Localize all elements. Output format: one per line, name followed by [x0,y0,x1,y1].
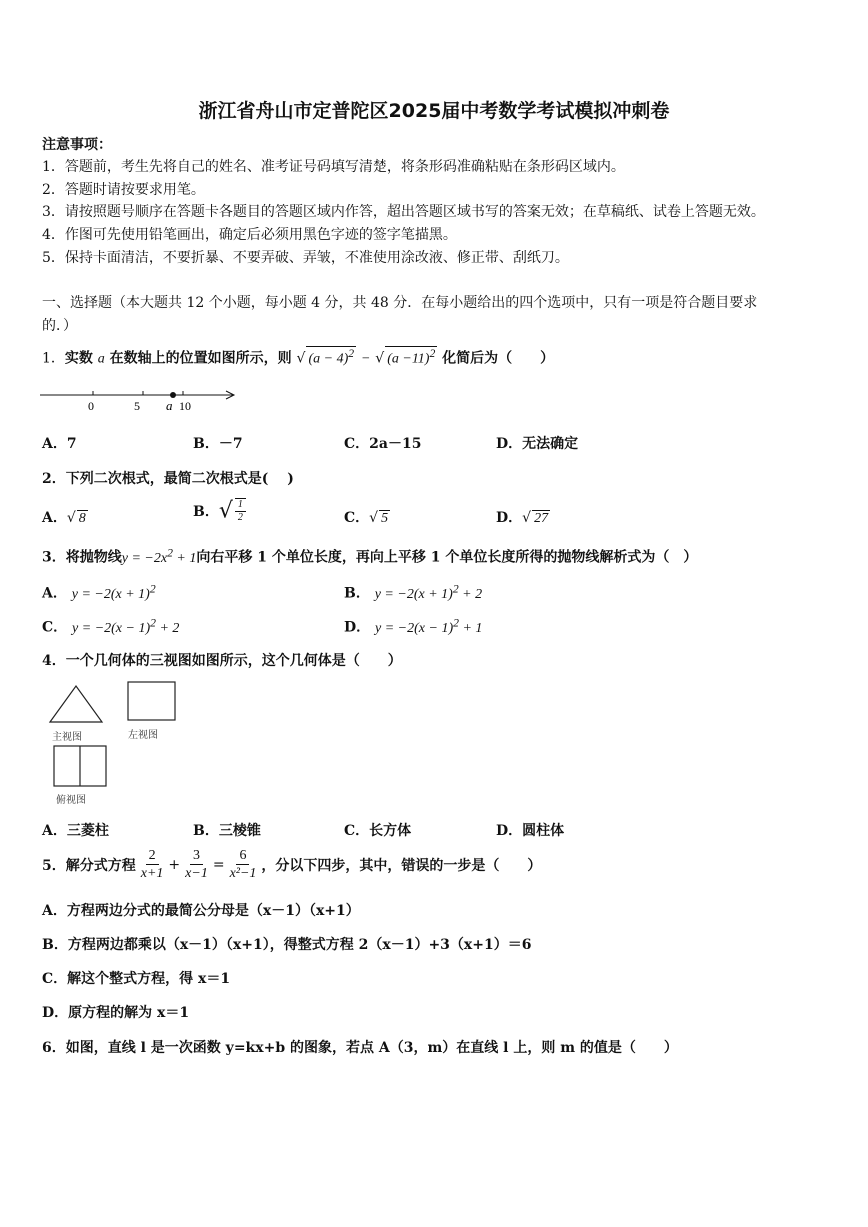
question-3: 3．将抛物线$y = -2x^2 + 1$向右平移 1 个单位长度，再向上平移 1 个单位长度所得的抛物线解析式为（ ） [42,546,698,566]
q3-option-c: C． $y = -2(x - 1)^2 + 2$ [42,616,180,636]
notice-item-1: 1．答题前，考生先将自己的姓名、准考证号码填写清楚，将条形码准确粘贴在条形码区域内。 [42,159,625,175]
notice-item-2: 2．答题时请按要求用笔。 [42,182,205,198]
q1-option-c: C．2a－15 [344,436,422,452]
number-line-figure [38,385,238,415]
q1-minus: − [360,351,371,367]
q4-option-d: D．圆柱体 [496,823,565,839]
section-heading-line1: 一、选择题（本大题共 12 个小题，每小题 4 分，共 48 分．在每小题给出的四个选项中，只有一项是符合题目要求 [42,295,758,311]
q5-step-c: C．解这个整式方程，得 x＝1 [42,971,231,987]
q1-radical-2: $(a -11)^2$ [387,347,436,367]
q4-option-c: C．长方体 [344,823,412,839]
side-view-rectangle [128,682,175,720]
q2-option-c: C．√ 5 [344,510,389,526]
q4-option-a: A．三菱柱 [42,823,109,839]
question-2: 2．下列二次根式，最简二次根式是( ) [42,471,294,487]
top-view-label: 俯视图 [56,795,86,806]
question-6: 6．如图，直线 l 是一次函数 y=kx+b 的图象，若点 A（3，m）在直线 l 上，则 m 的值是（ ） [42,1040,678,1056]
q5-fraction-3: $\frac{6}{\text{x²−1}}$ [229,848,257,881]
section-heading-line2: 的．） [42,318,77,334]
q5-step-b: B．方程两边都乘以（x－1）（x+1），得整式方程 2（x－1）+3（x+1）＝6 [42,937,532,953]
q1-number: 1． [42,350,65,367]
question-4: 4．一个几何体的三视图如图所示，这个几何体是（ ） [42,653,402,669]
front-view-label: 主视图 [52,732,82,743]
q1-text-c: 化简后为（ ） [442,350,555,367]
notice-heading: 注意事项： [42,137,112,153]
question-1: 1．实数 a 在数轴上的位置如图所示，则 √ $(a - 4)^2$ − √ $(a -11)^2$ 化简后为（ ） [42,347,555,367]
q3-option-b: B． $y = -2(x + 1)^2 + 2$ [344,582,483,602]
q2-option-a: A．√ 8 [42,510,86,526]
q2-option-b: B．√ $\frac{1}{2}$ [193,498,248,524]
q3-option-a: A． $y = -2(x + 1)^2$ [42,582,156,602]
page-title: 浙江省舟山市定普陀区2025届中考数学考试模拟冲刺卷 [198,100,670,122]
front-view-triangle [50,686,102,722]
notice-item-4: 4．作图可先使用铅笔画出，确定后必须用黑色字迹的签字笔描黑。 [42,227,457,243]
axis-label-a: a [166,398,173,413]
q1-option-b: B．－7 [193,436,243,452]
q2-option-d: D．√ 27 [496,510,549,526]
q4-option-b: B．三棱锥 [193,823,261,839]
q1-var: a [97,351,105,367]
q1-text-b: 在数轴上的位置如图所示，则 [104,350,292,367]
q1-option-d: D．无法确定 [496,436,579,452]
axis-label-5: 5 [134,399,140,413]
q5-step-a: A．方程两边分式的最简公分母是（x－1）（x+1） [42,903,360,919]
q1-radical-1: $(a - 4)^2$ [308,347,355,367]
notice-item-3: 3．请按照题号顺序在答题卡各题目的答题区域内作答，超出答题区域书写的答案无效；在草稿纸、试卷上答题无效。 [42,204,765,220]
notice-item-5: 5．保持卡面清洁，不要折暴、不要弄破、弄皱，不准使用涂改液、修正带、刮纸刀。 [42,250,569,266]
q1-option-a: A．7 [42,436,77,452]
axis-label-0: 0 [88,399,94,413]
question-5: 5．解分式方程 $\frac{2}{x+1}$ + $\frac{3}{x-1}$ = $\frac{6}{\text{x²−1}}$ ，分以下四步，其中，错误的一步是（ ） [42,848,542,881]
q3-option-d: D． $y = -2(x - 1)^2 + 1$ [344,616,483,636]
side-view-label: 左视图 [128,730,158,741]
q5-fraction-2: $\frac{3}{x-1}$ [185,848,208,881]
q5-step-d: D．原方程的解为 x＝1 [42,1005,190,1021]
q1-text-a: 实数 [64,350,98,367]
q3-parabola: $y = -2x^2 + 1$ [121,546,197,566]
q5-fraction-1: $\frac{2}{x+1}$ [140,848,164,881]
axis-label-10: 10 [179,399,191,413]
